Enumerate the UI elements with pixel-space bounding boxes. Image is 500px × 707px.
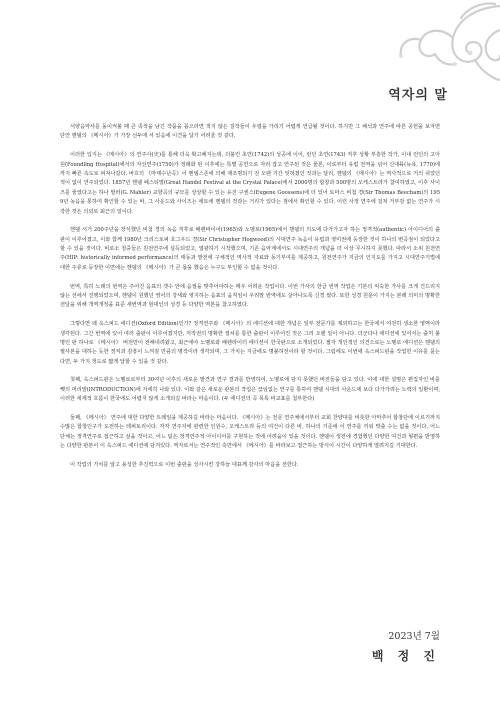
paragraph: 둘째, 《메시아》 연주에 대한 다양한 트레일을 제공하길 바라는 마음이다. 《메시아》는 전문 연주체에서부터 교회 찬양대를 비롯한 아마추어 합창단에 이르기까지 수많은 합창인구가 도전하는 레퍼토리이다. 각각 연주자에 관련한 인원수, 오케스트라 등의 여건이 다른 바, 하나의 기준에 이 연주를 끼워 맞출 수는 없을 것이다. 어느 단체는 정격연주로 접근하고 싶을 것이고, 어느 팀은 정격연주적 아이디어를 구현하는 것에 어려움이 있을 것이다. 헨델이 생전에 경험했던 다양한 여건과 형편을 반영하는 다양한 판본이 이 옥스퍼드 에디션에 담겨있다. 역자로서는 연주적인 측면에서 《메시아》를 바라보고 접근하는 방식이 시간이 다양하게 열려지길 기대한다. <box>60 414 440 450</box>
paragraph: 헨델 서거 200주년을 장식했던 비첨 경의 녹음 직후로 배렌바이어(1965)와 노벨로(1965)에서 헨델의 의도에 다가가고자 하는 정격적(authentic) 아이디어의 출판이 이루어졌고, 이와 함께 1980년 크리스토퍼 호그우드 경(Sir Christopher Hogwood)의 시대연주 녹음이 유럽과 영미권에 등장한 것이 하나의 변곡점이 되었다고 할 수 있을 것이다. 비로소 청중들은 원전연주에 설득되었고, 열광하기 시작했으며, 기존 음악계에서도 시대연주의 개념을 더 이상 무시하지 못했다. 따라서 소위 원전연주(HIP: historically informed performance)의 태동과 발전에 구체적인 역사적 자료와 동기부여를 제공하고, 원전연주가 지금의 인지도를 가지고 시대연주기법에 대한 주류로 등장한 이면에는 헨델의 《메시아》가 큰 몫을 했음은 누구도 부인할 수 없을 것이다. <box>60 227 440 271</box>
paragraph: 번역, 특히 노래의 번역은 주어진 음표의 갯수 안에 음절을 맞추어야하는 매우 어려운 작업이다. 이번 가사의 한글 번역 작업은 기본의 익숙한 가사를 크게 건드리지 않는 선에서 진행되었으며, 헨델이 원했던 영어의 강세와 엮지하는 음표의 움직임이 우리말 번역에도 살아나도록 신경 썼다. 또한 성경 원문이 가지는 본래 의미의 명확한 전달을 위해 개역개정을 표준 새번역과 현대인의 성경 등 다양한 역본을 참고하였다. <box>60 283 440 309</box>
paragraph: 첫째, 옥스퍼드판은 노벨로로부터 30여년 이후의 새로운 발견과 연구 결과를 반영하여, 노벨로에 담지 못했던 버전들을 담고 있다. 이에 대한 설명은 편집자인 바를 뺏의 머리말(INTRODUCTION)에 자세히 나와 있다. 이와 같은 새로운 판본의 작업은 끊임없는 연구를 통하여 헨델 시대의 사운드에 보다 다가가려는 노력의 일환이며, 이러한 세계적 흐름이 한국에도 어렵지 않게 소개되길 바라는 마음이다. (두 에디션의 곡 목록 비교표를 첨부한다) <box>60 377 440 403</box>
author-signature: 백 정 진 <box>371 649 440 663</box>
paragraph: 그렇다면 왜 옥스퍼드 에디션(Oxford Edition)인가? 정격연주와 《메시아》의 에디션에 대한 개념은 일부 전문가를 제외하고는 한국에서 여전히 생소한 영역이라 생각된다. 그간 번역에 있어 여러 출판이 이루어졌지만, 저작권의 명확한 절차를 통한 출판이 이루어진 것은 그리 오랜 일이 아니다. 더군다나 에디션에 있어서는 출처 불명인 판 하나로 《메시아》 버전만이 전해내려왔고, 최근에야 노벨로와 배렌라이터 에디션이 한국판으로 소개되었다. 필자 개인적인 의견으로는 노벨로 에디션은 헨델의 필사본을 대하는 듯한 정직과 감흥이 느껴질 만큼의 명작이라 생각되며, 그 가치는 지금에도 명불허전이라 할 것이다. 그럼에도 이번에 옥스퍼드판을 작업한 이유를 묻는다면, 두 가지 정도로 짧게 답할 수 있을 것 같다. <box>60 321 440 365</box>
paragraph-closing: 이 작업의 가치를 알고 용성한 추진력으로 이번 출판을 성사시킨 강하늘 대표께 감사의 마음을 전한다. <box>70 461 299 468</box>
page-title: 역자의 말 <box>388 88 448 103</box>
preface-body <box>60 123 440 480</box>
paragraph: 이러한 입지는 《메시아》의 연주사(史)를 통해 더욱 확고해지는데, 더블린 초연(1742)의 성공에 이어, 런던 초연(1743) 직후 상황 부흥한 작가, 이내 런던의 고아원(Foundling Hospital)에서의 자선연주(1750)가 정례화 된 이후에는 특별 공연으로 자리 잡고 연주된 것은 물론, 이로부터 유럽 전역을 넘어 신대륙(뉴욕, 1770)에까지 빠른 속도로 퍼져나갔다. 바흐의 《마태수난곡》이 멘델스존에 의해 재조명되기 전 오랜 기간 잊혀졌던 것과는 달리, 헨델의 《메시아》는 역사적으로 거의 쉬었던 적이 없이 연주되었다. 1857년 헨델 페스티벌(Great Handel Festival at the Crystal Palace)에서 2000명의 합창과 500명의 오케스트라가 참여하였고, 이후 사이즈를 줄였다고는 하나 말러(G. Mahler) 교향곡의 규모를 상상할 수 있는 유진 구센스(Eugene Goossens)에 더 있어 토마스 비첨 경(Sir Thomas Beecham)의 1959년 녹음을 통하여 확인할 수 있는 바, 그 사운드와 사이즈는 에토에 헨델의 것과는 거리가 있다는 점에서 확인할 수 있다. 이런 사정 연주에 걸쳐 거부감 없는 연주가 시작한 것은 의외로 최근의 일이다. <box>60 152 440 215</box>
paragraph: 서양음악사를 돌이켜볼 때 큰 족적을 남긴 작품을 꼽으라면 적지 않은 걸작들이 우열을 가리기 어렵게 연급될 것이다. 하지만 그 해석과 연주에 따른 공헌을 보자면 단연 헨델의 《메시아》가 가장 선두에 서 있음에 이견을 달기 어려울 것 같다. <box>60 124 440 140</box>
date: 2023년 7월 <box>388 631 440 642</box>
